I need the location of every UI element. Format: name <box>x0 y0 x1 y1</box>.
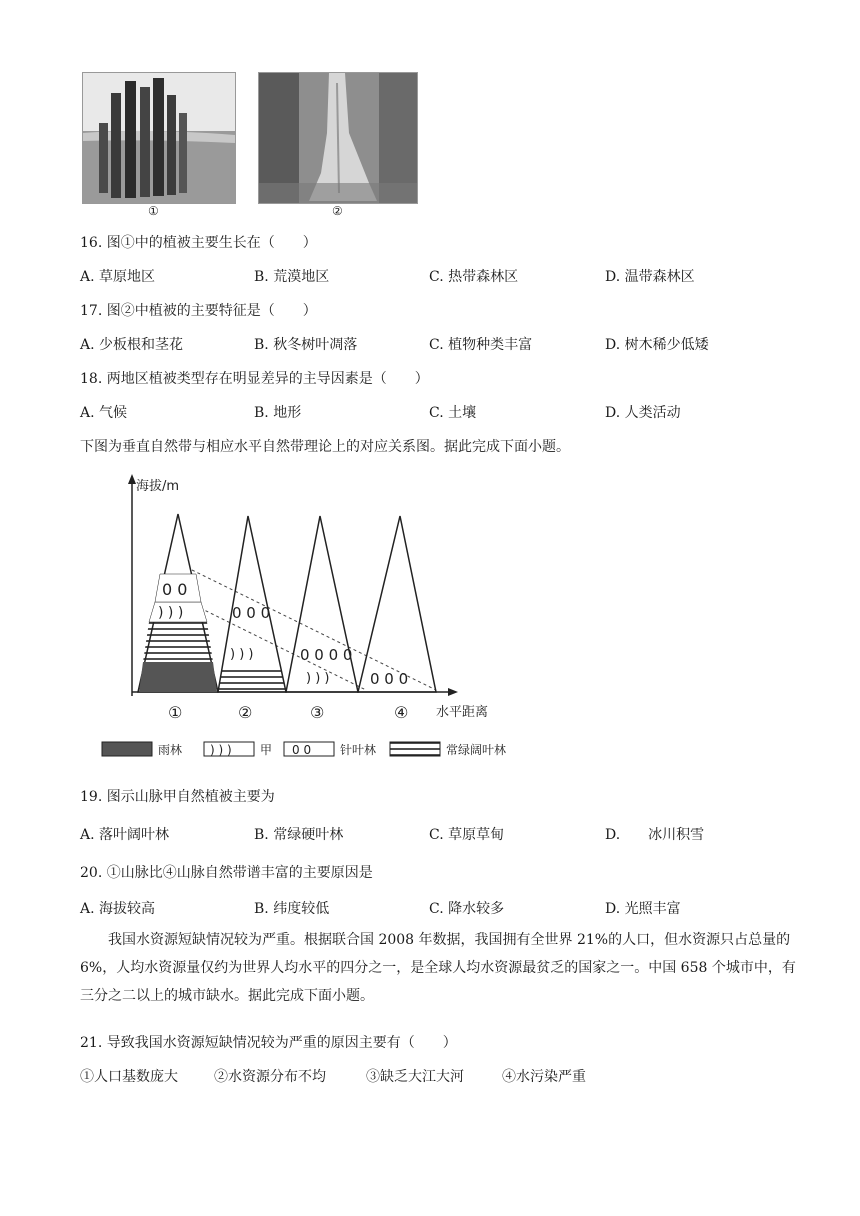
question-18-stem: 18. 两地区植被类型存在明显差异的主导因素是（ ） <box>80 371 429 387</box>
q17-option-d: D. 树木稀少低矮 <box>605 337 709 353</box>
q17-option-a: A. 少板根和茎花 <box>80 337 184 353</box>
photo-2-label: ② <box>332 204 343 218</box>
x-axis-label: 水平距离 <box>436 705 489 720</box>
q20-option-d: D. 光照丰富 <box>605 901 681 917</box>
q21-item-2: ②水资源分布不均 <box>214 1069 326 1085</box>
mountain-4 <box>358 516 436 692</box>
legend-jia-label: 甲 <box>260 743 273 757</box>
q19-option-c: C. 草原草甸 <box>429 827 505 843</box>
mountain-2-evergreen-band <box>218 666 286 692</box>
q18-option-d: D. 人类活动 <box>605 405 681 421</box>
mountain-2-jia-marks: ) ) ) <box>230 647 254 662</box>
q17-option-c: C. 植物种类丰富 <box>429 337 533 353</box>
mountain-1-jia-marks: ) ) ) <box>158 605 184 621</box>
question-17-stem: 17. 图②中植被的主要特征是（ ） <box>80 303 317 319</box>
q20-option-c: C. 降水较多 <box>429 901 505 917</box>
q16-option-a: A. 草原地区 <box>80 269 156 285</box>
mountain-1-conifer-marks: 0 0 <box>162 580 188 599</box>
q19-option-d: D. 冰川积雪 <box>605 827 705 843</box>
cactus-desert-photo <box>82 72 236 204</box>
q18-option-a: A. 气候 <box>80 405 128 421</box>
mountain-3-jia-marks: ) ) ) <box>306 671 330 686</box>
water-resource-passage: 我国水资源短缺情况较为严重。根据联合国 2008 年数据，我国拥有全世界 21%的人口，但水资源只占总量的 6%，人均水资源量仅约为世界人均水平的四分之一，是全球人均水资源最贫乏的国家之一。中国 658 个城市中，有三分之二以上的城市缺水。据此完成下面小题。 <box>80 932 796 1004</box>
mountain-4-conifer-marks: 0 0 0 <box>370 670 409 688</box>
q20-option-b: B. 纬度较低 <box>254 901 330 917</box>
question-20-stem: 20. ①山脉比④山脉自然带谱丰富的主要原因是 <box>80 865 373 881</box>
q21-item-1: ①人口基数庞大 <box>80 1069 178 1085</box>
q18-option-b: B. 地形 <box>254 405 302 421</box>
q21-item-4: ④水污染严重 <box>502 1069 586 1085</box>
photo-1-label: ① <box>148 204 159 218</box>
y-axis-arrow-icon <box>128 474 136 484</box>
rainforest-tree-photo <box>258 72 418 204</box>
q16-option-d: D. 温带森林区 <box>605 269 695 285</box>
legend-rainforest-swatch <box>102 742 152 756</box>
mountain-2-conifer-marks: 0 0 0 <box>232 604 271 622</box>
legend-evergreen-label: 常绿阔叶林 <box>446 743 507 757</box>
mountain-1-label: ① <box>168 703 183 722</box>
legend-jia-marks: ) ) ) <box>210 743 232 757</box>
q19-option-a: A. 落叶阔叶林 <box>80 827 170 843</box>
question-21-stem: 21. 导致我国水资源短缺情况较为严重的原因主要有（ ） <box>80 1035 457 1051</box>
q16-option-b: B. 荒漠地区 <box>254 269 330 285</box>
mountain-4-label: ④ <box>394 703 409 722</box>
legend-conifer-marks: 0 0 <box>292 743 312 757</box>
q16-option-c: C. 热带森林区 <box>429 269 519 285</box>
legend-evergreen-swatch <box>390 742 440 756</box>
mountain-3-conifer-marks: 0 0 0 0 <box>300 646 353 664</box>
legend-rainforest-label: 雨林 <box>158 743 183 757</box>
q17-option-b: B. 秋冬树叶凋落 <box>254 337 358 353</box>
diagram-intro: 下图为垂直自然带与相应水平自然带理论上的对应关系图。据此完成下面小题。 <box>80 439 570 455</box>
mountain-2-label: ② <box>238 703 253 722</box>
question-19-stem: 19. 图示山脉甲自然植被主要为 <box>80 789 275 805</box>
q18-option-c: C. 土壤 <box>429 405 477 421</box>
q21-item-3: ③缺乏大江大河 <box>366 1069 464 1085</box>
x-axis-arrow-icon <box>448 688 458 696</box>
question-16-stem: 16. 图①中的植被主要生长在（ ） <box>80 235 317 251</box>
legend-conifer-label: 针叶林 <box>340 743 377 757</box>
mountain-3 <box>286 516 358 692</box>
mountain-1-rainforest-band <box>139 662 217 692</box>
y-axis-label: 海拔/m <box>136 479 180 494</box>
q19-option-b: B. 常绿硬叶林 <box>254 827 344 843</box>
vertical-zone-diagram <box>100 470 507 770</box>
q20-option-a: A. 海拔较高 <box>80 901 156 917</box>
mountain-3-label: ③ <box>310 703 325 722</box>
mountain-1-evergreen-band <box>143 622 213 662</box>
